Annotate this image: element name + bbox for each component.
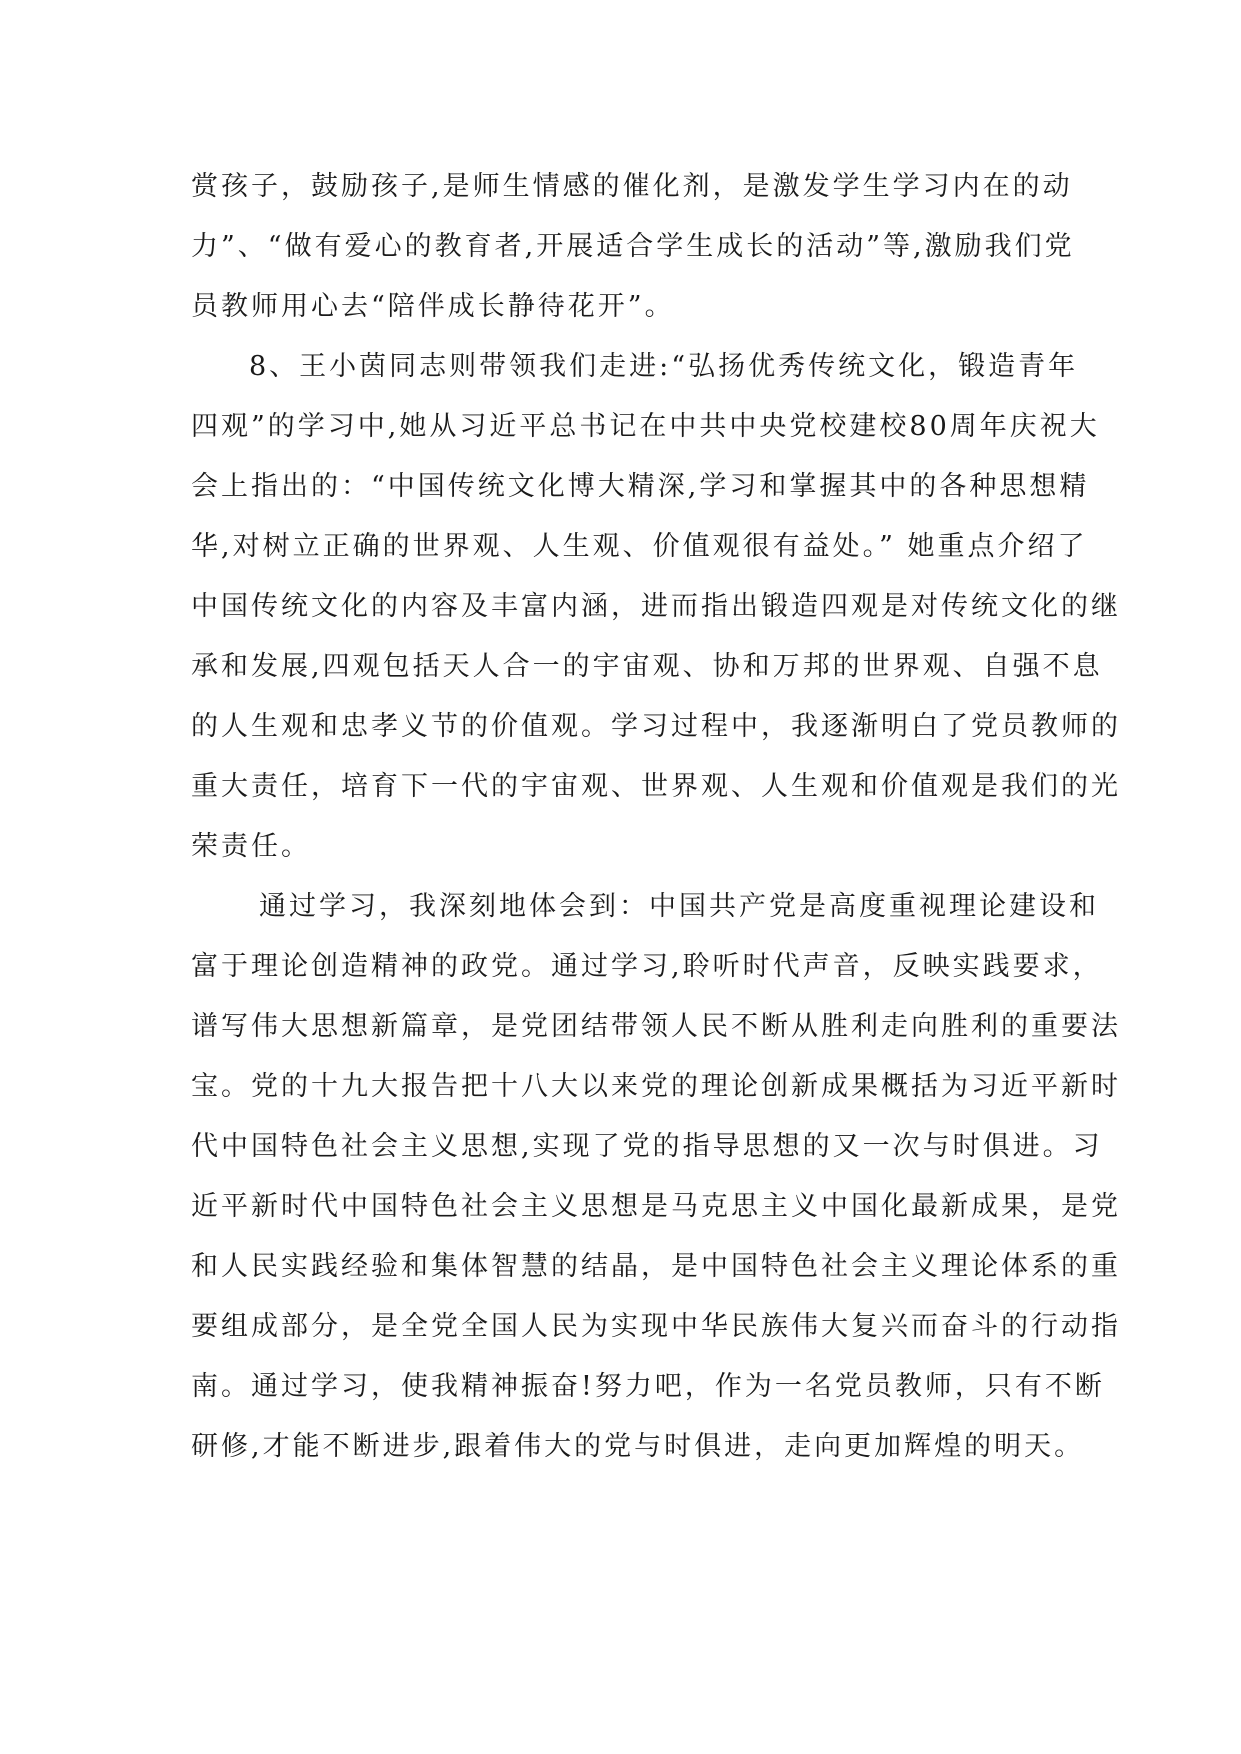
paragraph-line: 近平新时代中国特色社会主义思想是马克思主义中国化最新成果，是党 — [191, 1191, 1121, 1222]
paragraph-line: 会上指出的：“中国传统文化博大精深,学习和掌握其中的各种思想精 — [191, 471, 1090, 502]
paragraph-line: 中国传统文化的内容及丰富内涵，进而指出锻造四观是对传统文化的继 — [191, 591, 1121, 622]
paragraph-line: 力”、“做有爱心的教育者,开展适合学生成长的活动”等,激励我们党 — [191, 231, 1075, 262]
paragraph-line: 宝。党的十九大报告把十八大以来党的理论创新成果概括为习近平新时 — [191, 1071, 1121, 1102]
paragraph-line: 富于理论创造精神的政党。通过学习,聆听时代声音，反映实践要求， — [191, 951, 1103, 982]
paragraph-line: 谱写伟大思想新篇章，是党团结带领人民不断从胜利走向胜利的重要法 — [191, 1011, 1121, 1042]
paragraph-line: 华,对树立正确的世界观、人生观、价值观很有益处。” 她重点介绍了 — [191, 531, 1088, 562]
paragraph-line: 南。通过学习，使我精神振奋!努力吧，作为一名党员教师，只有不断 — [191, 1371, 1105, 1402]
paragraph-line: 要组成部分，是全党全国人民为实现中华民族伟大复兴而奋斗的行动指 — [191, 1311, 1121, 1342]
paragraph-line: 通过学习，我深刻地体会到：中国共产党是高度重视理论建设和 — [259, 891, 1099, 922]
document-body — [191, 157, 1121, 1477]
paragraph-line: 代中国特色社会主义思想,实现了党的指导思想的又一次与时俱进。习 — [191, 1131, 1103, 1162]
paragraph-2 — [191, 337, 1121, 877]
paragraph-line: 四观”的学习中,她从习近平总书记在中共中央党校建校80周年庆祝大 — [191, 411, 1100, 442]
paragraph-line: 承和发展,四观包括天人合一的宇宙观、协和万邦的世界观、自强不息 — [191, 651, 1103, 682]
paragraph-line: 荣责任。 — [191, 831, 311, 862]
paragraph-line: 重大责任，培育下一代的宇宙观、世界观、人生观和价值观是我们的光 — [191, 771, 1121, 802]
paragraph-line: 8、王小茵同志则带领我们走进:“弘扬优秀传统文化，锻造青年 — [249, 351, 1079, 382]
paragraph-line: 的人生观和忠孝义节的价值观。学习过程中，我逐渐明白了党员教师的 — [191, 711, 1121, 742]
paragraph-line: 赏孩子，鼓励孩子,是师生情感的催化剂，是激发学生学习内在的动 — [191, 171, 1073, 202]
paragraph-3 — [191, 877, 1121, 1477]
paragraph-line: 员教师用心去“陪伴成长静待花开”。 — [191, 291, 675, 322]
paragraph-line: 和人民实践经验和集体智慧的结晶，是中国特色社会主义理论体系的重 — [191, 1251, 1121, 1282]
paragraph-1 — [191, 157, 1075, 337]
paragraph-line: 研修,才能不断进步,跟着伟大的党与时俱进，走向更加辉煌的明天。 — [191, 1431, 1085, 1462]
